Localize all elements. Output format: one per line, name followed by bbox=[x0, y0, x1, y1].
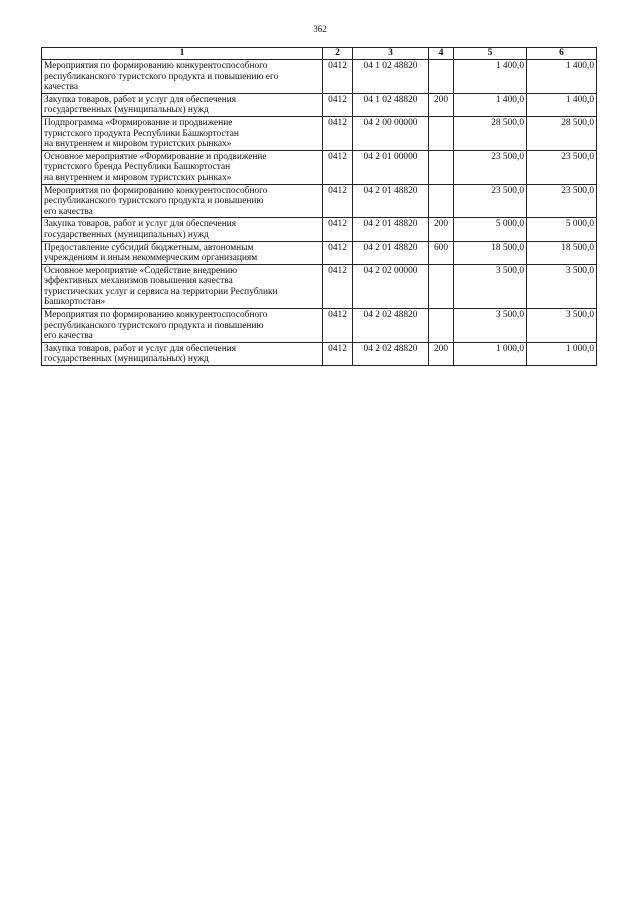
amount-cell: 3 500,0 bbox=[454, 264, 527, 308]
row-name-cell bbox=[42, 60, 323, 94]
table-row bbox=[42, 60, 597, 94]
amount-cell: 5 000,0 bbox=[454, 218, 527, 241]
row-name-cell bbox=[42, 116, 323, 150]
amount-cell: 3 500,0 bbox=[454, 309, 527, 343]
row-name-line: его качества bbox=[44, 331, 93, 342]
target-code-cell: 04 1 02 48820 bbox=[353, 60, 429, 94]
amount-cell: 1 400,0 bbox=[527, 60, 597, 94]
table-row bbox=[42, 264, 597, 308]
expense-type-cell bbox=[429, 150, 454, 184]
amount-cell: 1 000,0 bbox=[454, 342, 527, 365]
section-code-cell: 0412 bbox=[323, 309, 353, 343]
target-code-cell: 04 2 01 48820 bbox=[353, 184, 429, 218]
expense-type-cell: 200 bbox=[429, 93, 454, 116]
target-code-cell: 04 2 01 48820 bbox=[353, 241, 429, 264]
expense-type-cell bbox=[429, 184, 454, 218]
row-name-cell bbox=[42, 342, 323, 365]
table-row bbox=[42, 309, 597, 343]
target-code-cell: 04 1 02 48820 bbox=[353, 93, 429, 116]
page-number: 362 bbox=[313, 24, 327, 34]
row-name-line: Основное мероприятие «Содействие внедрению bbox=[44, 265, 238, 276]
target-code-cell: 04 2 01 48820 bbox=[353, 218, 429, 241]
table-header-row bbox=[42, 48, 597, 60]
table-row bbox=[42, 241, 597, 264]
amount-cell: 3 500,0 bbox=[527, 264, 597, 308]
target-code-cell: 04 2 02 48820 bbox=[353, 309, 429, 343]
section-code-cell: 0412 bbox=[323, 60, 353, 94]
row-name-line: государственных (муниципальных) нужд bbox=[44, 354, 209, 365]
amount-cell: 1 400,0 bbox=[454, 60, 527, 94]
expense-type-cell: 200 bbox=[429, 342, 454, 365]
table-row bbox=[42, 93, 597, 116]
amount-cell: 18 500,0 bbox=[454, 241, 527, 264]
row-name-line: туристических услуг и сервиса на территории Республики bbox=[44, 286, 278, 297]
column-header: 1 bbox=[42, 48, 323, 60]
table-body bbox=[42, 60, 597, 366]
table-row bbox=[42, 150, 597, 184]
section-code-cell: 0412 bbox=[323, 264, 353, 308]
column-header: 2 bbox=[323, 48, 353, 60]
target-code-cell: 04 2 02 00000 bbox=[353, 264, 429, 308]
section-code-cell: 0412 bbox=[323, 218, 353, 241]
column-header: 4 bbox=[429, 48, 454, 60]
expense-type-cell: 200 bbox=[429, 218, 454, 241]
table-row bbox=[42, 342, 597, 365]
row-name-line: туристского бренда Республики Башкортостан bbox=[44, 162, 231, 173]
row-name-line: учреждениям и иным некоммерческим организациям bbox=[44, 253, 258, 264]
amount-cell: 23 500,0 bbox=[454, 150, 527, 184]
expense-type-cell bbox=[429, 116, 454, 150]
row-name-cell bbox=[42, 184, 323, 218]
section-code-cell: 0412 bbox=[323, 93, 353, 116]
column-header: 6 bbox=[527, 48, 597, 60]
amount-cell: 28 500,0 bbox=[527, 116, 597, 150]
row-name-line: его качества bbox=[44, 206, 93, 217]
amount-cell: 18 500,0 bbox=[527, 241, 597, 264]
amount-cell: 1 400,0 bbox=[527, 93, 597, 116]
row-name-line: туристского продукта Республики Башкортостан bbox=[44, 128, 239, 139]
row-name-line: Основное мероприятие «Формирование и продвижение bbox=[44, 151, 267, 162]
row-name-line: Мероприятия по формированию конкурентоспособного bbox=[44, 310, 268, 321]
row-name-line: республиканского туристского продукта и повышению bbox=[44, 320, 264, 331]
row-name-line: Предоставление субсидий бюджетным, автономным bbox=[44, 242, 254, 253]
amount-cell: 23 500,0 bbox=[527, 150, 597, 184]
target-code-cell: 04 2 01 00000 bbox=[353, 150, 429, 184]
row-name-line: республиканского туристского продукта и повышению его bbox=[44, 71, 279, 82]
table-row bbox=[42, 184, 597, 218]
row-name-cell bbox=[42, 93, 323, 116]
amount-cell: 28 500,0 bbox=[454, 116, 527, 150]
section-code-cell: 0412 bbox=[323, 184, 353, 218]
column-header: 3 bbox=[353, 48, 429, 60]
row-name-line: Подпрограмма «Формирование и продвижение bbox=[44, 117, 233, 128]
budget-table bbox=[41, 47, 597, 366]
expense-type-cell bbox=[429, 309, 454, 343]
section-code-cell: 0412 bbox=[323, 342, 353, 365]
target-code-cell: 04 2 02 48820 bbox=[353, 342, 429, 365]
row-name-line: качества bbox=[44, 82, 79, 93]
amount-cell: 1 400,0 bbox=[454, 93, 527, 116]
row-name-cell bbox=[42, 264, 323, 308]
amount-cell: 5 000,0 bbox=[527, 218, 597, 241]
row-name-line: на внутреннем и мировом туристских рынках» bbox=[44, 172, 232, 183]
row-name-line: Закупка товаров, работ и услуг для обеспечения bbox=[44, 343, 237, 354]
amount-cell: 1 000,0 bbox=[527, 342, 597, 365]
row-name-line: республиканского туристского продукта и повышению bbox=[44, 196, 264, 207]
expense-type-cell: 600 bbox=[429, 241, 454, 264]
row-name-cell bbox=[42, 241, 323, 264]
table-row bbox=[42, 218, 597, 241]
row-name-cell bbox=[42, 309, 323, 343]
row-name-line: на внутреннем и мировом туристских рынках» bbox=[44, 139, 232, 150]
expense-type-cell bbox=[429, 60, 454, 94]
row-name-line: Закупка товаров, работ и услуг для обеспечения bbox=[44, 94, 237, 105]
row-name-line: Закупка товаров, работ и услуг для обеспечения bbox=[44, 219, 237, 230]
column-header: 5 bbox=[454, 48, 527, 60]
section-code-cell: 0412 bbox=[323, 241, 353, 264]
expense-type-cell bbox=[429, 264, 454, 308]
section-code-cell: 0412 bbox=[323, 116, 353, 150]
row-name-cell bbox=[42, 150, 323, 184]
amount-cell: 23 500,0 bbox=[454, 184, 527, 218]
amount-cell: 3 500,0 bbox=[527, 309, 597, 343]
section-code-cell: 0412 bbox=[323, 150, 353, 184]
row-name-line: Мероприятия по формированию конкурентоспособного bbox=[44, 61, 268, 71]
amount-cell: 23 500,0 bbox=[527, 184, 597, 218]
row-name-line: государственных (муниципальных) нужд bbox=[44, 105, 209, 116]
row-name-cell bbox=[42, 218, 323, 241]
row-name-line: Башкортостан» bbox=[44, 297, 106, 308]
row-name-line: государственных (муниципальных) нужд bbox=[44, 229, 209, 240]
row-name-line: Мероприятия по формированию конкурентоспособного bbox=[44, 185, 268, 196]
row-name-line: эффективных механизмов повышения качества bbox=[44, 276, 233, 287]
table-row bbox=[42, 116, 597, 150]
target-code-cell: 04 2 00 00000 bbox=[353, 116, 429, 150]
